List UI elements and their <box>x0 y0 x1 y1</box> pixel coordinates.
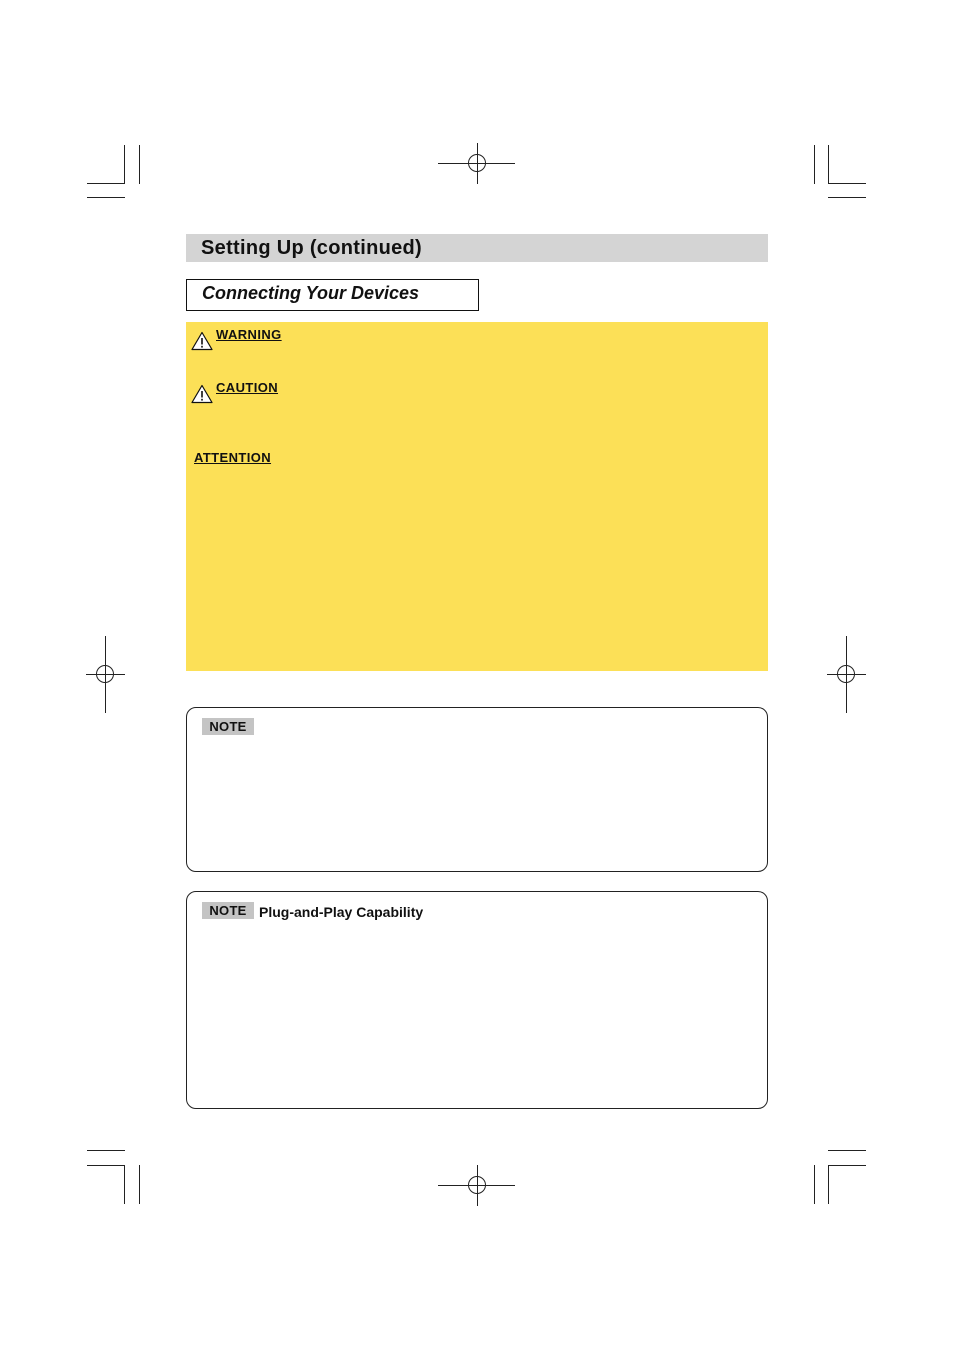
crop-mark <box>124 1165 125 1204</box>
crop-mark <box>139 145 140 184</box>
warning-label: WARNING <box>216 327 282 342</box>
crop-mark <box>139 1165 140 1204</box>
subheading-box <box>186 279 479 311</box>
crop-mark <box>828 1165 829 1204</box>
caution-label: CAUTION <box>216 380 279 395</box>
note-box <box>186 707 768 872</box>
section-title: Setting Up (continued) <box>201 237 423 259</box>
crop-mark <box>87 183 125 184</box>
caution-triangle-icon <box>191 384 213 404</box>
note-tag: NOTE <box>202 902 254 919</box>
crop-mark <box>87 1165 125 1166</box>
crop-mark <box>814 145 815 184</box>
subheading-title: Connecting Your Devices <box>202 283 420 303</box>
note-heading: Plug-and-Play Capability <box>259 904 424 920</box>
crop-mark <box>124 145 125 184</box>
section-header-bar <box>186 234 768 262</box>
crop-mark <box>87 197 125 198</box>
crop-mark <box>828 197 866 198</box>
crop-mark <box>828 1150 866 1151</box>
safety-panel <box>186 322 768 671</box>
crop-mark <box>828 183 866 184</box>
attention-label: ATTENTION <box>194 450 272 465</box>
warning-triangle-icon <box>191 331 213 351</box>
crop-mark <box>814 1165 815 1204</box>
note-tag: NOTE <box>202 718 254 735</box>
crop-mark <box>828 145 829 184</box>
crop-mark <box>828 1165 866 1166</box>
note-box-plug-and-play <box>186 891 768 1109</box>
crop-mark <box>87 1150 125 1151</box>
